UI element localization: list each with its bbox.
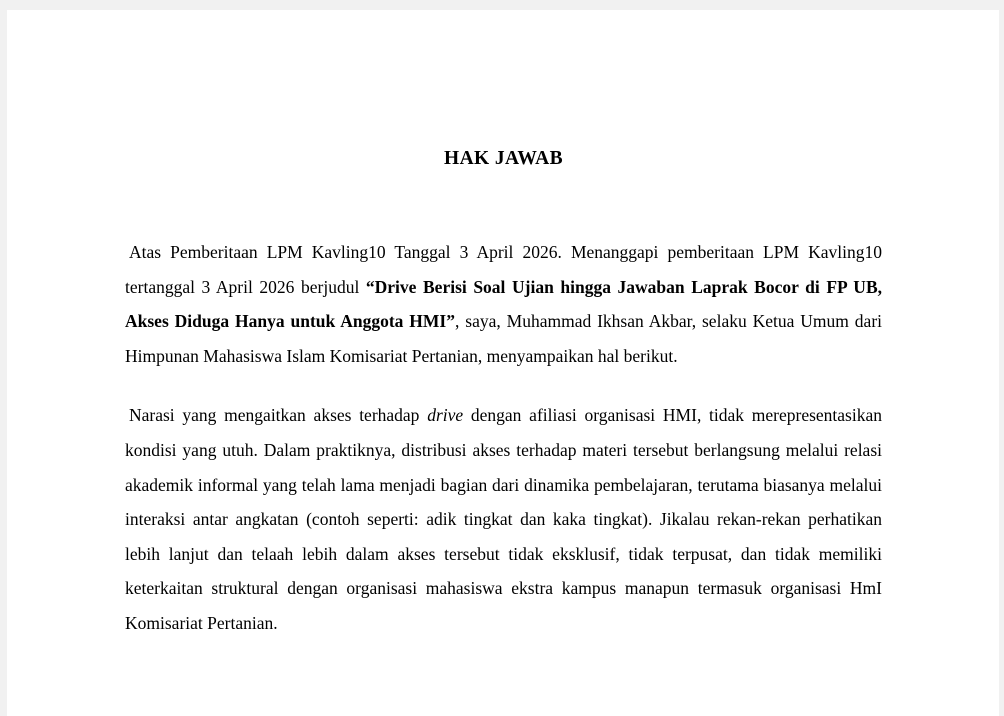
paragraph-1 xyxy=(125,235,882,373)
paragraph-1-bold-headline-quote: “Drive Berisi Soal Ujian hingga Jawaban Laprak Bocor di FP UB, Akses Diduga Hanya untuk Anggota HMI” xyxy=(125,276,882,332)
paragraph-2-italic-word: drive xyxy=(427,405,464,426)
paragraph-2-text: Narasi yang mengaitkan akses terhadap xyxy=(129,405,428,426)
document-content xyxy=(7,10,999,641)
paragraph-1-text-continued: , saya, Muhammad Ikhsan Akbar, selaku Ketua Umum dari Himpunan Mahasiswa Islam Komisariat Pertanian, menyampaikan hal berikut. xyxy=(125,311,883,366)
paragraph-2-text-continued: dengan afiliasi organisasi HMI, tidak merepresentasikan kondisi yang utuh. Dalam praktiknya, distribusi akses terhadap materi tersebut berlangsung melalui relasi akademik informal yang telah lama menjadi bagian dari dinamika pembelajaran, terutama biasanya melalui interaksi antar angkatan (contoh seperti: adik tingkat dan kaka tingkat). Jikalau rekan-rekan perhatikan lebih lanjut dan telaah lebih dalam akses tersebut tidak eksklusif, tidak terpusat, dan tidak memiliki keterkaitan struktural dengan organisasi mahasiswa ekstra kampus manapun termasuk organisasi HmI Komisariat Pertanian. xyxy=(125,405,883,633)
paragraph-1-text: Atas Pemberitaan LPM Kavling10 Tanggal 3 April 2026. Menanggapi pemberitaan LPM Kavling10 tertanggal 3 April 2026 berjudul xyxy=(125,242,882,297)
paragraph-2 xyxy=(125,398,882,640)
document-title: HAK JAWAB xyxy=(444,148,563,169)
document-page xyxy=(7,10,999,716)
